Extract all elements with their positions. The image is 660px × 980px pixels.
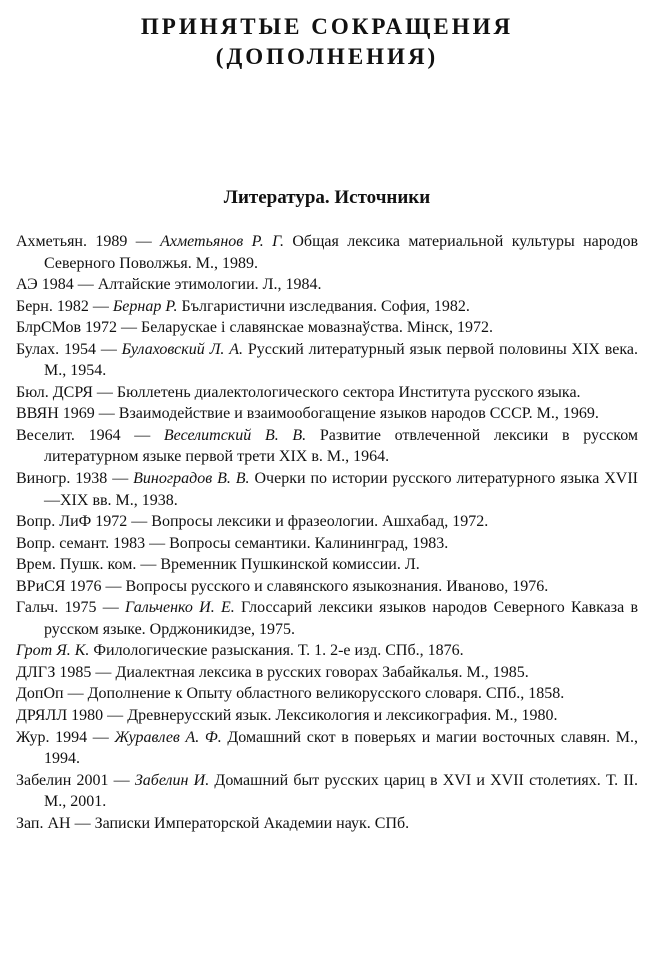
bibliography-entry (16, 813, 638, 835)
page-title-line-1: ПРИНЯТЫЕ СОКРАЩЕНИЯ (140, 14, 514, 39)
entry-abbreviation: ВРиСЯ 1976 — (16, 577, 126, 595)
bibliography-entry (16, 533, 638, 555)
page-title (16, 0, 638, 72)
bibliography-entry (16, 640, 638, 662)
entry-text: Очерки по истории русского литературного языка XVII—XIX вв. М., 1938. (44, 470, 639, 509)
entry-author: Журавлев А. Ф. (114, 728, 222, 746)
entry-abbreviation: Гальч. 1975 — (16, 599, 126, 617)
bibliography-entry (16, 597, 638, 640)
entry-author: Веселитский В. В. (163, 426, 307, 444)
entry-abbreviation: ДопОп — (16, 685, 88, 703)
entry-abbreviation: Зап. АН — (16, 814, 95, 832)
entry-text: Вопросы русского и славянского языкознания. Иваново, 1976. (125, 577, 549, 595)
entry-text: Записки Императорской Академии наук. СПб. (94, 814, 410, 832)
entry-abbreviation: ДРЯЛЛ 1980 — (16, 707, 128, 725)
entry-text: Развитие отвлеченной лексики в русском литературном языке первой трети XIX в. М., 1964. (44, 426, 639, 466)
section-heading: Литература. Источники (223, 187, 431, 208)
entry-text: Филологические разыскания. Т. 1. 2-е изд. СПб., 1876. (89, 642, 464, 660)
bibliography-entry (16, 231, 638, 274)
entry-text: Русский литературный язык первой половины XIX века. М., 1954. (44, 340, 638, 380)
bibliography-entry (16, 727, 638, 770)
bibliography-entry (16, 317, 638, 339)
bibliography-entry (16, 576, 638, 598)
bibliography-entry (16, 339, 638, 382)
bibliography-entry (16, 770, 638, 813)
bibliography-list (16, 210, 638, 834)
entry-text: Българистични изследвания. София, 1982. (177, 297, 470, 315)
entry-text: Алтайские этимологии. Л., 1984. (97, 276, 322, 294)
entry-author: Булаховский Л. А. (121, 340, 243, 358)
bibliography-entry (16, 296, 638, 318)
bibliography-entry (16, 403, 638, 425)
entry-text: Дополнение к Опыту областного великорусского словаря. СПб., 1858. (87, 685, 565, 703)
entry-text: Вопросы лексики и фразеологии. Ашхабад, 1972. (151, 513, 489, 531)
entry-abbreviation: БлрСМов 1972 — (16, 319, 142, 337)
entry-text: Временник Пушкинской комиссии. Л. (160, 556, 420, 574)
bibliography-entry (16, 425, 638, 468)
entry-text: Общая лексика материальной культуры народов Северного Поволжья. М., 1989. (44, 233, 639, 272)
bibliography-entry (16, 705, 638, 727)
bibliography-entry (16, 274, 638, 296)
bibliography-entry (16, 468, 638, 511)
entry-abbreviation: Забелин 2001 — (16, 771, 135, 789)
entry-author: Забелин И. (134, 771, 210, 789)
entry-abbreviation: Врем. Пушк. ком. — (16, 556, 161, 574)
bibliography-entry (16, 683, 638, 705)
entry-author: Бернар Р. (112, 297, 178, 315)
entry-abbreviation: Вопр. ЛиФ 1972 — (16, 513, 152, 531)
entry-text: Взаимодействие и взаимообогащение языков народов СССР. М., 1969. (118, 405, 599, 423)
entry-text: Вопросы семантики. Калининград, 1983. (169, 534, 449, 552)
entry-author: Грот Я. К. (16, 642, 90, 660)
entry-text: Глоссарий лексики языков народов Северного Кавказа в русском языке. Орджоникидзе, 1975. (44, 599, 639, 638)
entry-text: Домашний скот в поверьях и магии восточных славян. М., 1994. (44, 728, 639, 768)
bibliography-entry (16, 554, 638, 576)
entry-text: Диалектная лексика в русских говорах Забайкалья. М., 1985. (115, 663, 529, 681)
entry-abbreviation: ДЛГЗ 1985 — (16, 663, 116, 681)
entry-abbreviation: Булах. 1954 — (16, 340, 122, 358)
entry-abbreviation: Веселит. 1964 — (16, 426, 164, 444)
bibliography-entry (16, 382, 638, 404)
bibliography-entry (16, 662, 638, 684)
entry-abbreviation: Бюл. ДСРЯ — (16, 383, 117, 401)
bibliography-entry (16, 511, 638, 533)
entry-text: Бюллетень диалектологического сектора Института русского языка. (116, 383, 581, 401)
entry-abbreviation: Виногр. 1938 — (16, 470, 134, 488)
entry-text: Домашний быт русских цариц в XVI и XVII столетиях. Т. II. М., 2001. (44, 771, 638, 811)
entry-text: Беларускае і славянскае мовазнаўства. Мінск, 1972. (141, 319, 493, 337)
entry-abbreviation: АЭ 1984 — (16, 276, 98, 294)
entry-author: Гальченко И. Е. (125, 599, 235, 617)
entry-abbreviation: Жур. 1994 — (16, 728, 115, 746)
entry-abbreviation: Берн. 1982 — (16, 297, 113, 315)
entry-author: Ахметьянов Р. Г. (160, 233, 285, 250)
entry-abbreviation: ВВЯН 1969 — (16, 405, 119, 423)
entry-abbreviation: Ахметьян. 1989 — (16, 233, 161, 250)
page-title-line-2: (ДОПОЛНЕНИЯ) (215, 44, 439, 69)
entry-abbreviation: Вопр. семант. 1983 — (16, 534, 170, 552)
entry-author: Виноградов В. В. (133, 470, 250, 488)
entry-text: Древнерусский язык. Лексикология и лексикография. М., 1980. (127, 707, 558, 725)
